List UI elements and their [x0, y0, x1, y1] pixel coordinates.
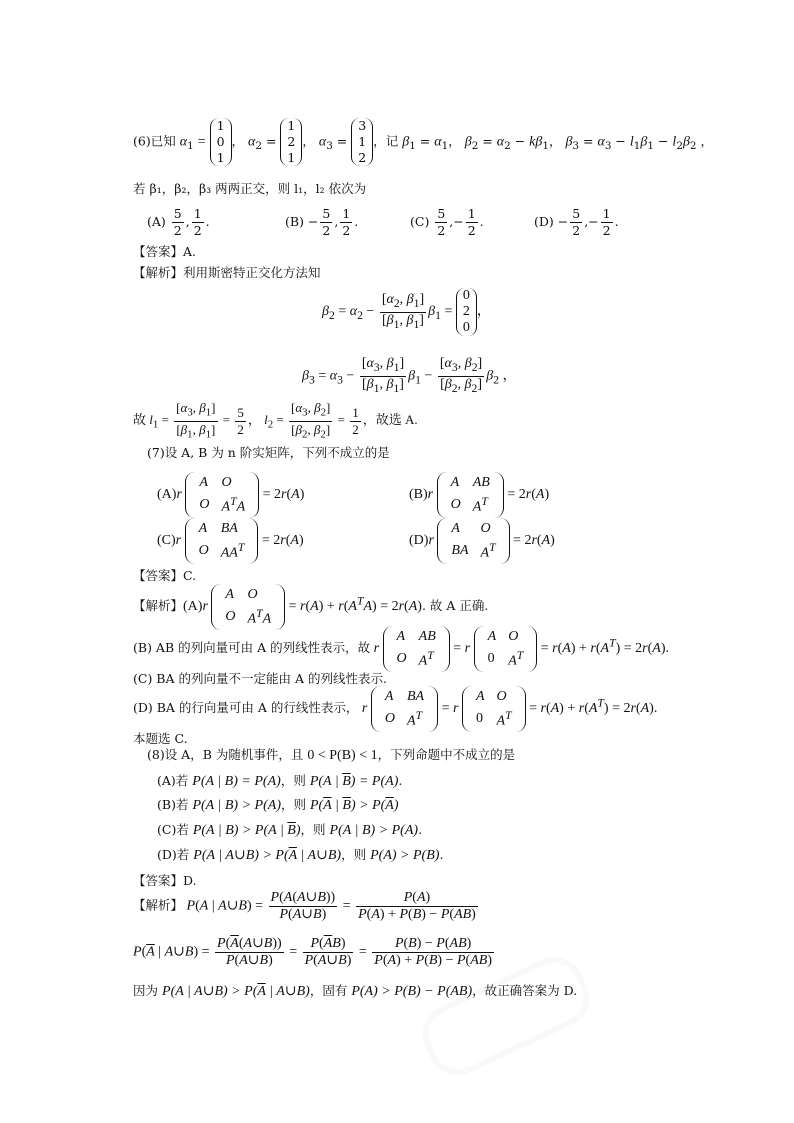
beta2-entry: 0: [462, 288, 470, 303]
q7-answer: 【答案】C.: [133, 568, 197, 583]
option-label: (B)若: [157, 797, 189, 812]
q8-analysis-line1: 【解析】 P(A | A∪B) = $\frac{P(A(A\cup B))}{P(A\cup B)}$ = $\frac{P(A)}{P(A) + P(B) - P(AB)}$: [133, 890, 476, 922]
q7-b-text: (B) AB 的列向量可由 A 的列线性表示，故: [133, 640, 371, 656]
alpha1-entry: 1: [216, 150, 225, 165]
then-text: ，则: [300, 822, 326, 837]
q8-option-c: (C)若 P(A | B) > P(A | $\overline{B}$)，则 P(A | B) > P(A).: [157, 822, 423, 838]
alpha3-entry: 3: [358, 118, 367, 133]
analysis-label: 【解析】: [133, 598, 184, 614]
q8-option-a: (A)若 P(A | B) = P(A)，则 P(A | $\overline{B}) = P(A)$.: [157, 773, 403, 789]
q7-option-a: (A)r A O O $A^TA$ = 2r(A): [157, 472, 304, 518]
q7-final: 本题选 C.: [133, 731, 188, 746]
option-label: (A): [157, 487, 177, 503]
beta3-formula: $\beta_3 = \alpha_3$ − $\frac{[\alpha_3, \beta_1]}{[\beta_1, \beta_1]}$ $\beta_1$ − $\frac{[\alpha_3, \beta_2]}{[\beta_2, \beta_2]}$ $\beta_2$ ，: [302, 356, 517, 395]
alpha2-entry: 1: [287, 118, 296, 133]
alpha2-vector: [280, 118, 302, 166]
then-text: ，则: [280, 797, 306, 812]
q7-analysis-a: 【解析】(A)r A O O $A^TA$ = $r(A) + r(A^TA) = 2r(A)$. 故 A 正确.: [133, 584, 488, 630]
l1-l2-result: 故 $l_1$ = $\frac{[\alpha_3, \beta_1]}{[\beta_1, \beta_1]}$ = $\frac{5}{2}$ ， $l_2$ = $\frac{[\alpha_3, \beta_2]}{[\beta_2, \beta_2]}$ = $\frac{1}{2}$ ，故选 A.: [133, 400, 418, 441]
q7-option-b: (B)r A AB O $A^T$ = 2r(A): [409, 472, 549, 518]
alpha3-entry: 2: [358, 150, 367, 165]
beta2-vector: [456, 288, 477, 336]
option-label: (B): [285, 214, 304, 229]
analysis-label: 【解析】: [133, 265, 184, 280]
then-text: ，则: [280, 773, 306, 788]
alpha2-entry: 1: [287, 150, 296, 165]
beta2-entry: 2: [462, 304, 470, 319]
then-text: ，则: [341, 847, 367, 862]
option-label: (A): [147, 214, 166, 229]
beta2-entry: 0: [462, 320, 470, 335]
q6-answer: 【答案】A.: [133, 244, 197, 259]
option-label: (D): [534, 214, 554, 229]
q7-a-tail: . 故 A 正确.: [421, 598, 489, 614]
alpha1-entry: 1: [216, 118, 225, 133]
q8-final: ，故正确答案为 D.: [472, 983, 578, 998]
q8-stem-condition: 0 < P(B) < 1: [307, 748, 378, 763]
q6-condition: 若 β₁，β₂，β₃ 两两正交，则 l₁，l₂ 依次为: [133, 181, 367, 196]
option-label: (B): [409, 487, 428, 503]
option-label: (A)若: [157, 773, 189, 788]
q6-analysis: [133, 264, 321, 282]
q6-option-a: (A) $\frac{5}{2}$ , $\frac{1}{2}$ .: [147, 206, 210, 238]
q8-conclusion: 因为 P(A | A∪B) > $P(\overline{A}$ | A∪B)，固有 P(A) > P(B) − P(AB)，故正确答案为 D.: [133, 983, 578, 999]
q6-stem: (6)已知 $\alpha_1 = 1$ 0 1， $\alpha_2 = 1$ 2 1， $\alpha_3 = 3$ 1 2，记 $\beta_1 = \alpha_1$， $\beta_2 = \alpha_2 - k\beta_1$， $\beta_3 = \alpha_3 - l_1\beta_1 - l_2\beta_2$ ，: [133, 118, 714, 165]
q7-analysis-c: (C) BA 的列向量不一定能由 A 的列线性表示.: [133, 671, 387, 686]
analysis-label: 【解析】: [133, 897, 184, 913]
q6-option-b: (B) − $\frac{5}{2}$ , $\frac{1}{2}$ .: [285, 206, 359, 238]
because-text: 因为: [133, 983, 159, 998]
q8-analysis-line2: $P(\overline{A}$ | A∪B) = $\frac{P(\overline{A}(A\cup B))}{P(A\cup B)}$ = $\frac{P(\overline{A}B)}{P(A\cup B)}$ = $\frac{P(B) - P(AB)}{P(A) + P(B) - P(AB)}$: [133, 936, 492, 968]
beta2-formula: $\beta_2 = \alpha_2$ − $\frac{[\alpha_2, \beta_1]}{[\beta_1, \beta_1]}$ $\beta_1 = 0$ 2 0，: [322, 288, 491, 335]
option-label: (D)若: [157, 847, 190, 862]
q8-answer: 【答案】D.: [133, 873, 197, 888]
q7-analysis-d: (D) BA 的行向量可由 A 的行线性表示， r A BA O $A^T$ = r A O 0 $A^T$ = $r(A) + r(A^T) = 2r(A)$.: [133, 686, 657, 732]
q7-option-d: (D)r A O BA $A^T$ = 2r(A): [409, 518, 555, 564]
q6-conclusion: ，故选 A.: [362, 412, 418, 428]
option-label: (C)若: [157, 822, 189, 837]
q8-stem-post: ，下列命题中不成立的是: [377, 747, 516, 762]
option-label: (C): [410, 214, 430, 229]
q6-define: ，记: [373, 133, 399, 149]
alpha2-entry: 2: [287, 134, 296, 149]
q6-option-d: (D) − $\frac{5}{2}$ ,− $\frac{1}{2}$ .: [534, 206, 619, 238]
alpha3-vector: [351, 118, 373, 166]
q8-option-d: (D)若 P(A | A∪B) > $P(\overline{A}$ | A∪B)，则 P(A) > P(B).: [157, 847, 444, 863]
option-label: (D): [409, 533, 429, 549]
q6-intro: (6)已知: [133, 133, 176, 149]
q7-d-text: (D) BA 的行向量可由 A 的行线性表示，: [133, 700, 359, 716]
q7-analysis-b: (B) AB 的列向量可由 A 的列线性表示，故 r A AB O $A^T$ = r A O 0 $A^T$ = $r(A) + r(A^T) = 2r(A)$.: [133, 626, 669, 672]
q7-stem: (7)设 A, B 为 n 阶实矩阵，下列不成立的是: [147, 445, 390, 460]
analysis-text: 利用斯密特正交化方法知: [183, 265, 321, 280]
q6-option-c: (C) $\frac{5}{2}$ ,− $\frac{1}{2}$ .: [410, 206, 484, 238]
option-label: (C): [157, 533, 176, 549]
alpha3-entry: 1: [358, 134, 367, 149]
q8-stem-pre: (8)设 A，B 为随机事件，且: [147, 747, 304, 762]
q8-stem: [147, 746, 515, 765]
q7-option-c: (C)r A BA O $AA^T$ = 2r(A): [157, 518, 304, 564]
alpha1-vector: [210, 118, 232, 166]
q8-option-b: (B)若 P(A | B) > P(A)，则 $P(\overline{A}$ | $\overline{B}) > P(\overline{A})$: [157, 797, 399, 813]
alpha1-entry: 0: [216, 134, 225, 149]
hence-text: ，固有: [309, 983, 348, 998]
